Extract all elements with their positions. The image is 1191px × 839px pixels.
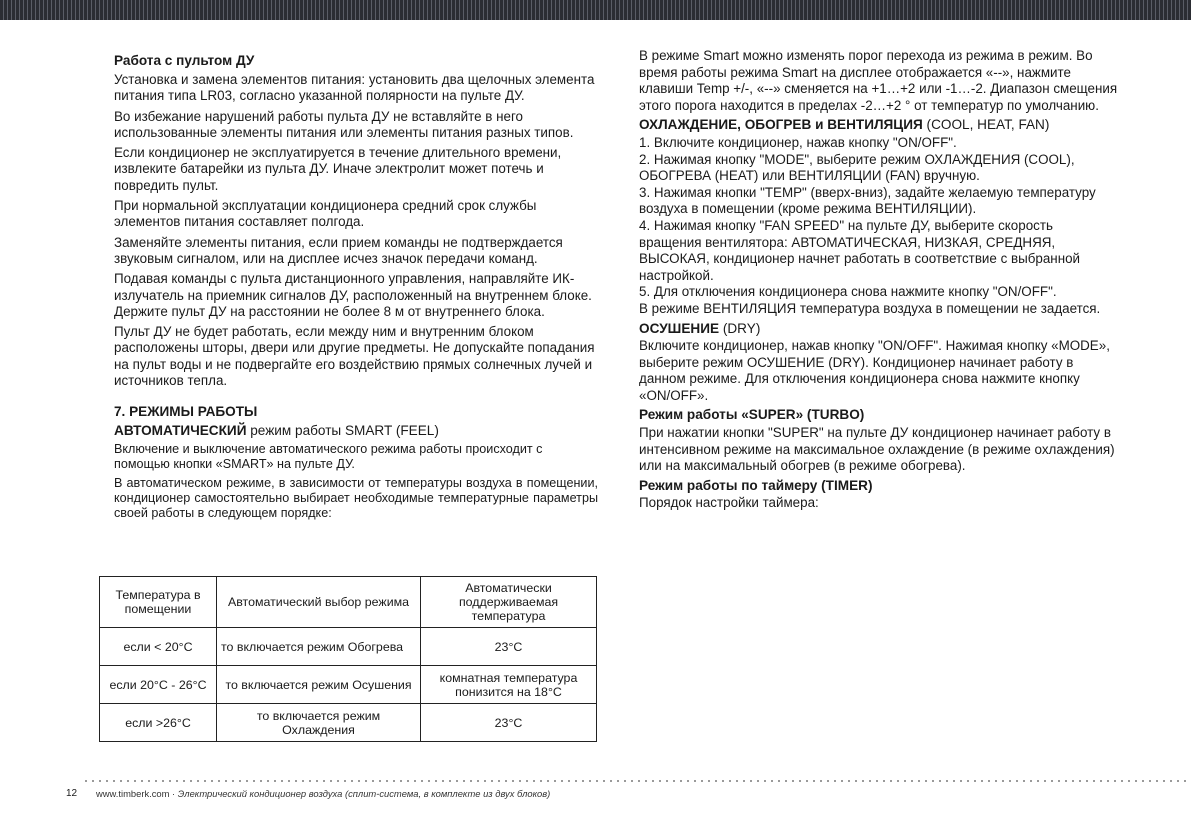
table-cell: 23°С [421,704,597,742]
paragraph: Во избежание нарушений работы пульта ДУ не вставляйте в него использованные элементы питания или элементы питания разных типов. [114,108,574,140]
left-column [114,52,598,525]
paragraph: Если кондиционер не эксплуатируется в течение длительного времени, извлеките батарейки из пульта ДУ. Иначе электролит может потечь и повредить пульт. [114,145,562,193]
dry-heading [639,321,1119,338]
table-row [100,628,597,666]
modes-table [99,576,597,742]
dry-heading-bold: ОСУШЕНИЕ [639,320,720,336]
table-header-row [100,577,597,628]
auto-mode-bold: АВТОМАТИЧЕСКИЙ [114,423,247,439]
table-cell: если < 20°С [100,628,217,666]
section-title: 7. РЕЖИМЫ РАБОТЫ [114,404,258,420]
paragraph: Заменяйте элементы питания, если прием команды не подтверждается звуковым сигналом, или на дисплее исчез значок передачи команд. [114,234,563,266]
auto-mode-rest: режим работы SMART (FEEL) [246,423,439,439]
table-cell: то включается режим Осушения [217,666,421,704]
table-cell: то включается режим Обогрева [217,628,421,666]
table-cell: 23°С [421,628,597,666]
paragraph: Установка и замена элементов питания: установить два щелочных элемента питания типа LR03, согласно указанной полярности на пульте ДУ. [114,72,595,104]
cool-heading-bold: ОХЛАЖДЕНИЕ, ОБОГРЕВ и ВЕНТИЛЯЦИЯ [639,117,923,133]
table-cell: комнатная температура понизится на 18°С [421,666,597,704]
timer-paragraph: Порядок настройки таймера: [639,495,819,511]
table-row [100,666,597,704]
footer-description: Электрический кондиционер воздуха (сплит-система, в комплекте из двух блоков) [177,788,551,799]
dry-paragraph: Включите кондиционер, нажав кнопку "ON/OFF". Нажимая кнопку «MODE», выберите режим ОСУШЕНИЕ (DRY). Кондиционер начинает работу в данном режиме. Для отключения кондиционера снова нажмите кнопку «ON/OFF». [639,338,1110,403]
header-stripe [0,0,1191,20]
cool-heading-rest: (COOL, HEAT, FAN) [922,117,1050,133]
table-header-cell: Автоматический выбор режима [217,577,421,628]
table-cell: если 20°С - 26°С [100,666,217,704]
footer-text [96,788,550,799]
step: 3. Нажимая кнопки "TEMP" (вверх-вниз), задайте желаемую температуру воздуха в помещении (кроме режима ВЕНТИЛЯЦИИ). [639,184,1096,217]
table-row [100,704,597,742]
step: 5. Для отключения кондиционера снова нажмите кнопку "ON/OFF". [639,284,1057,300]
auto-mode-paragraph-2: В автоматическом режиме, в зависимости от температуры воздуха в помещении, кондиционер самостоятельно выбирает необходимые температурные параметры своей работы в следующем порядке: [114,476,598,521]
super-paragraph: При нажатии кнопки "SUPER" на пульте ДУ кондиционер начинает работу в интенсивном режиме на максимальное охлаждение (в режиме охлаждения) или на максимальный обогрев (в режиме обогрева). [639,425,1115,474]
paragraph: Пульт ДУ не будет работать, если между ним и внутренним блоком расположены шторы, двери или другие предметы. Не допускайте попадания на пульт воды и не подвергайте его воздействию прямых солнечных лучей и источников тепла. [114,324,595,389]
table-cell: то включается режим Охлаждения [217,704,421,742]
footer-site: www.timberk.com · [96,788,178,799]
smart-paragraph: В режиме Smart можно изменять порог перехода из режима в режим. Во время работы режима Smart на дисплее отображается «--», нажмите клавиши Temp +/-, «--» сменяется на +1…+2 или -1…-2. Диапазон смещения этого порога находится в пределах -2…+2 ° от температур по умолчанию. [639,48,1118,113]
dry-heading-rest: (DRY) [719,320,761,336]
right-column [639,48,1119,515]
cool-heat-fan-heading [639,117,1119,134]
footer-divider [85,780,1191,782]
step: 4. Нажимая кнопку "FAN SPEED" на пульте ДУ, выберите скорость вращения вентилятора: АВТОМАТИЧЕСКАЯ, НИЗКАЯ, СРЕДНЯЯ, ВЫСОКАЯ, кондиционер начнет работать в соответствие с выбранной настройкой. [639,217,1081,283]
page-number: 12 [66,788,78,799]
paragraph: Подавая команды с пульта дистанционного управления, направляйте ИК-излучатель на приемник сигналов ДУ, расположенный на внутреннем блоке. Держите пульт ДУ на расстоянии не более 8 м от внутреннего блока. [114,271,592,319]
table-header-cell: Автоматически поддерживаемая температура [421,577,597,628]
step: 1. Включите кондиционер, нажав кнопку "ON/OFF". [639,134,957,150]
step: 2. Нажимая кнопку "MODE", выберите режим ОХЛАЖДЕНИЯ (COOL), ОБОГРЕВА (HEAT) или ВЕНТИЛЯЦИИ (FAN) вручную. [639,151,1075,184]
fan-note: В режиме ВЕНТИЛЯЦИЯ температура воздуха в помещении не задается. [639,300,1101,316]
auto-mode-heading [114,422,598,439]
remote-heading: Работа с пультом ДУ [114,53,255,68]
super-heading: Режим работы «SUPER» (TURBO) [639,407,865,423]
paragraph: При нормальной эксплуатации кондиционера средний срок службы элементов питания составляет полгода. [114,198,537,230]
table-cell: если >26°С [100,704,217,742]
timer-heading: Режим работы по таймеру (TIMER) [639,477,873,493]
table-header-cell: Температура в помещении [100,577,217,628]
auto-mode-paragraph: Включение и выключение автоматического режима работы происходит с помощью кнопки «SMART» на пульте ДУ. [114,442,543,472]
